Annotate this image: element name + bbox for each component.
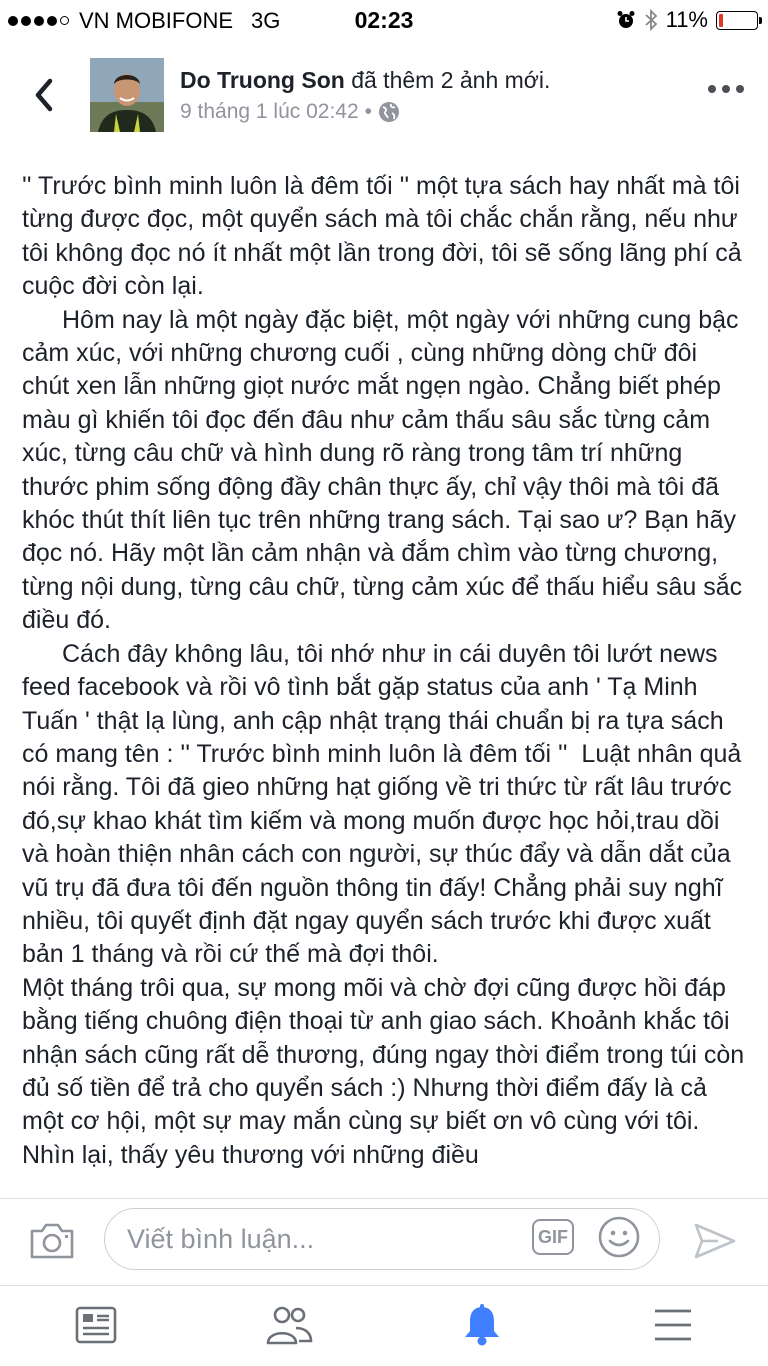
tab-friends[interactable] xyxy=(264,1300,314,1350)
notifications-bell-icon xyxy=(460,1303,504,1347)
avatar[interactable] xyxy=(90,58,164,132)
camera-icon[interactable] xyxy=(28,1221,76,1261)
smiley-icon[interactable] xyxy=(598,1216,640,1258)
post-paragraph: '' Trước bình minh luôn là đêm tối '' một tựa sách hay nhất mà tôi từng được đọc, một quyển sách mà tôi chắc chắn rằng, nếu như tôi không đọc nó ít nhất một lần trong đời, tôi sẽ sống lãng phí cả cuộc đời còn lại. xyxy=(22,172,749,301)
network-type: 3G xyxy=(251,8,281,33)
carrier-name: VN MOBIFONE xyxy=(79,8,234,33)
author-name[interactable]: Do Truong Son xyxy=(180,67,345,93)
tab-menu[interactable] xyxy=(648,1300,698,1350)
status-right xyxy=(616,7,758,33)
more-dots-icon[interactable] xyxy=(708,85,744,93)
status-bar xyxy=(0,0,768,40)
friends-icon xyxy=(265,1304,313,1346)
post-paragraph: Một tháng trôi qua, sự mong mõi và chờ đợi cũng được hồi đáp bằng tiếng chuông điện thoại từ anh giao sách. Khoảnh khắc tôi nhận sách cũng rất dễ thương, đúng ngay thời điểm trong túi còn đủ số tiền để trả cho quyển sách :) Nhưng thời điểm đấy là cả một cơ hội, một sự may mắn cùng sự biết ơn vô cùng với tôi. Nhìn lại, thấy yêu thương với những điều xyxy=(22,973,752,1169)
menu-icon xyxy=(652,1307,694,1343)
tab-bar xyxy=(0,1285,768,1366)
battery-percent: 11% xyxy=(665,7,708,32)
alarm-icon xyxy=(616,10,636,30)
post-meta xyxy=(180,100,400,124)
comment-input[interactable] xyxy=(104,1208,660,1270)
comment-placeholder: Viết bình luận... xyxy=(127,1223,315,1254)
author-action: đã thêm 2 ảnh mới. xyxy=(351,67,551,93)
news-feed-icon xyxy=(74,1305,118,1345)
post-paragraph: Cách đây không lâu, tôi nhớ như in cái duyên tôi lướt news feed facebook và rồi vô tình bắt gặp status của anh ' Tạ Minh Tuấn ' thật lạ lùng, anh cập nhật trạng thái chuẩn bị ra tựa sách có mang tên : '' Trước bình minh luôn là đêm tối '' Luật nhân quả nói rằng. Tôi đã gieo những hạt giống về tri thức từ rất lâu trước đó,sự khao khát tìm kiếm và mong muốn được học hỏi,trau dồi và hoàn thiện nhân cách con người, sự thúc đẩy và dẫn dắt của vũ trụ đã đưa tôi đến nguồn thông tin đấy! Chẳng phải suy nghĩ nhiều, tôi quyết định đặt ngay quyển sách trước khi được xuất bản 1 tháng và rồi cứ thế mà đợi thôi. xyxy=(22,639,749,969)
author-line xyxy=(180,67,550,94)
back-chevron-icon[interactable] xyxy=(28,75,60,115)
tab-notifications[interactable] xyxy=(457,1300,507,1350)
send-icon[interactable] xyxy=(692,1221,738,1261)
globe-icon xyxy=(378,101,400,123)
battery-icon xyxy=(716,11,758,30)
tab-news-feed[interactable] xyxy=(71,1300,121,1350)
post-timestamp[interactable]: 9 tháng 1 lúc 02:42 xyxy=(180,100,359,123)
comment-bar xyxy=(0,1199,768,1285)
bluetooth-icon xyxy=(644,9,658,31)
status-time: 02:23 xyxy=(354,7,414,33)
post-body xyxy=(22,170,750,1197)
battery-fill xyxy=(719,14,723,27)
post-paragraph: Hôm nay là một ngày đặc biệt, một ngày với những cung bậc cảm xúc, với những chương cuối , cùng những dòng chữ đôi chút xen lẫn những giọt nước mắt ngẹn ngào. Chẳng biết phép màu gì khiến tôi đọc đến đâu như cảm thấu sâu sắc từng cảm xúc, từng câu chữ và hình dung rõ ràng trong tâm trí những thước phim sống động đầy chân thực ấy, chỉ vậy thôi mà tôi đã khóc thút thít liên tục trên những trang sách. Tại sao ư? Bạn hãy đọc nó. Hãy một lần cảm nhận và đắm chìm vào từng chương, từng nội dung, từng câu chữ, từng cảm xúc để thấu hiểu sâu sắc điều đó. xyxy=(22,305,750,635)
meta-separator: • xyxy=(364,100,373,123)
post-header xyxy=(0,45,768,145)
gif-button[interactable]: GIF xyxy=(532,1219,574,1255)
